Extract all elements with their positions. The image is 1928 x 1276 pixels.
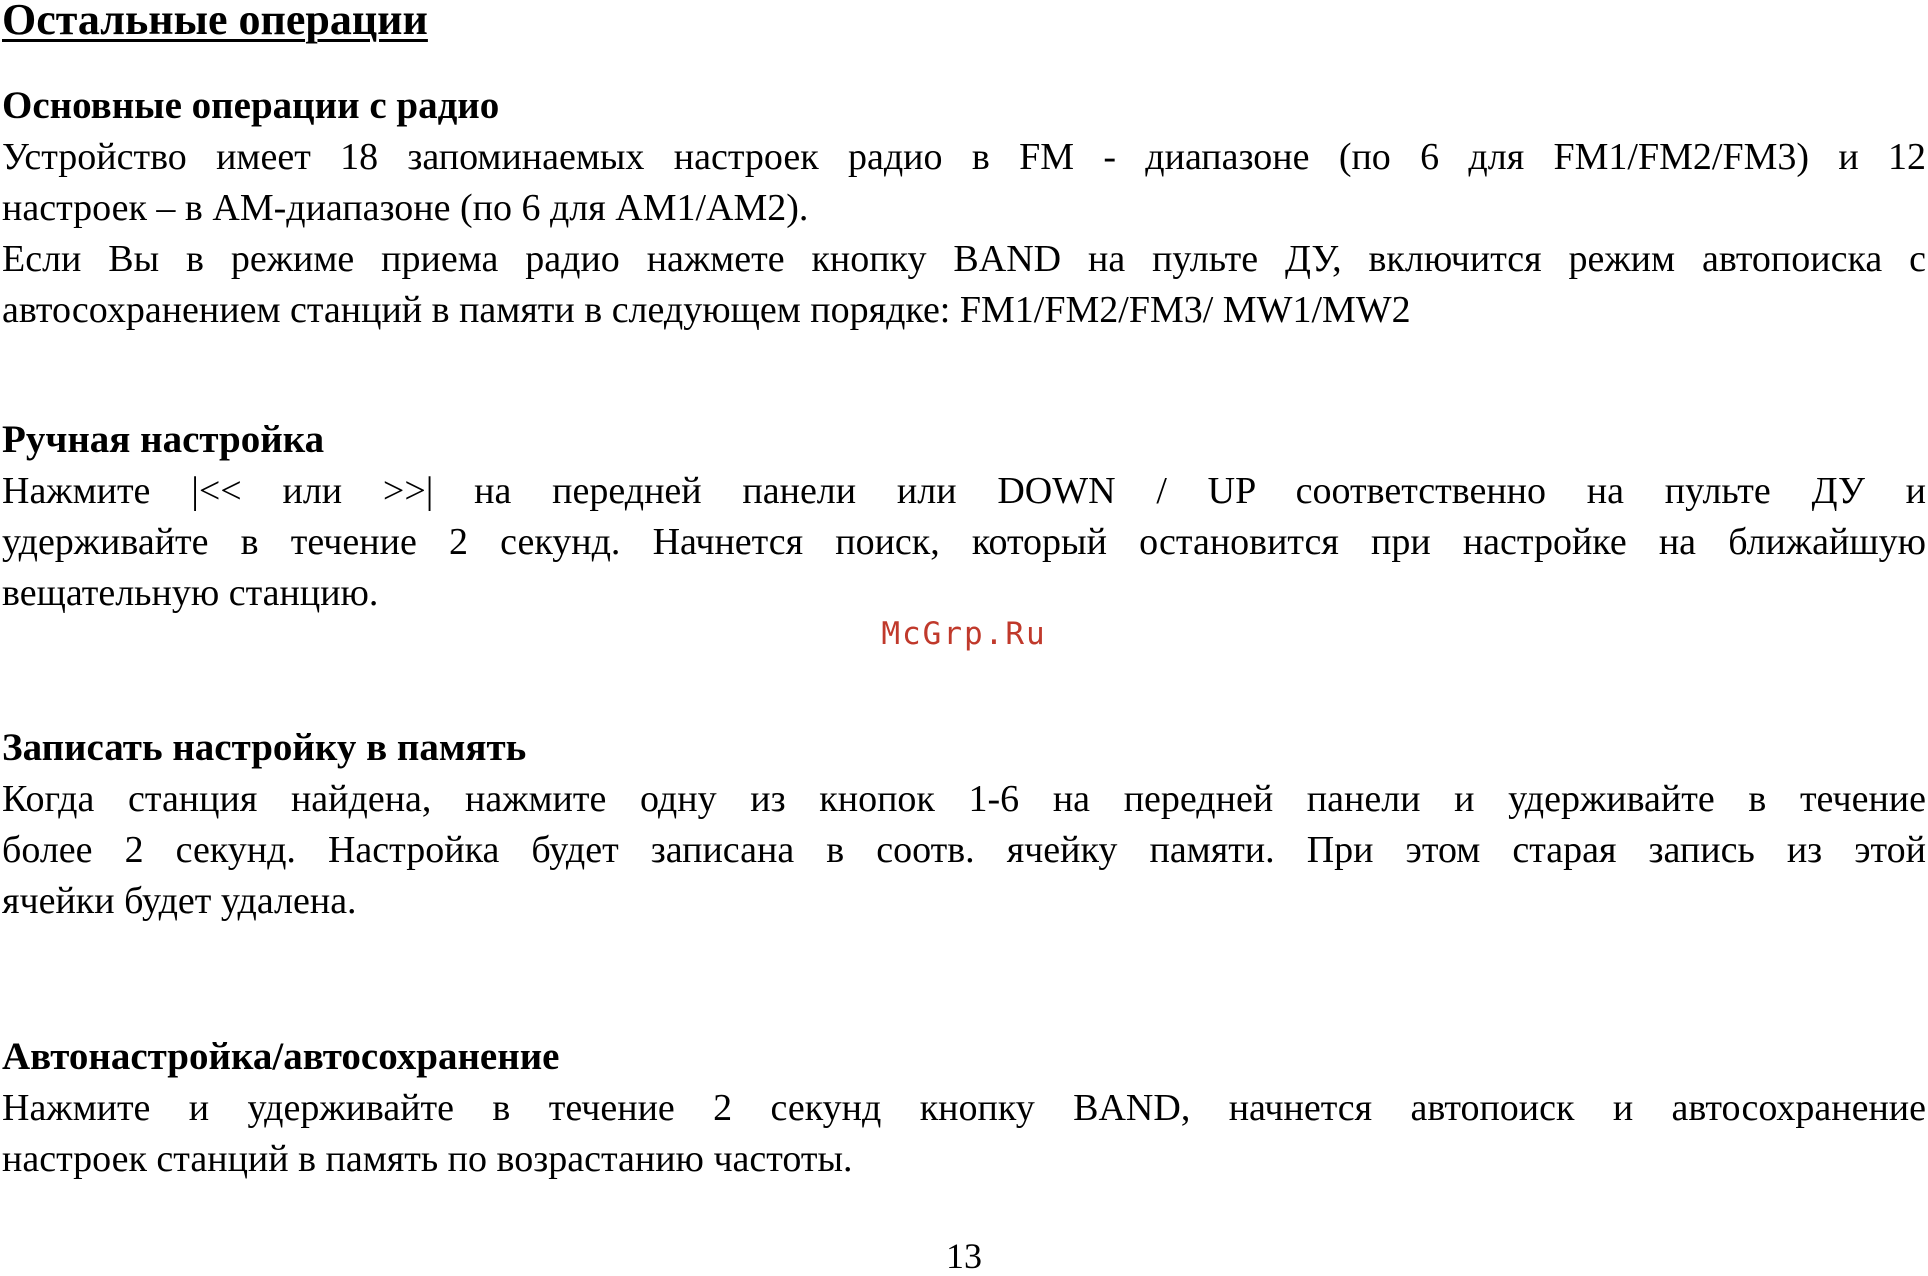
text-line: Когда станция найдена, нажмите одну из кнопок 1-6 на передней панели и удерживайте в течение <box>2 778 1926 820</box>
section-heading: Ручная настройка <box>2 418 325 461</box>
text-line: удерживайте в течение 2 секунд. Начнется поиск, который остановится при настройке на ближайшую <box>2 521 1926 563</box>
paragraph <box>2 774 1926 927</box>
text-line: более 2 секунд. Настройка будет записана в соотв. ячейку памяти. При этом старая запись из этой <box>2 829 1926 871</box>
text-line: вещательную станцию. <box>2 572 379 614</box>
paragraph <box>2 1083 1926 1185</box>
watermark-text: McGrp.Ru <box>881 616 1047 652</box>
section-heading: Автонастройка/автосохранение <box>2 1035 560 1078</box>
section-heading: Записать настройку в память <box>2 726 527 769</box>
paragraph <box>2 132 1926 234</box>
text-line: автосохранением станций в памяти в следующем порядке: FM1/FM2/FM3/ MW1/MW2 <box>2 289 1411 331</box>
section-auto-store <box>2 1031 1926 1185</box>
section-heading: Основные операции с радио <box>2 84 500 127</box>
text-line: Если Вы в режиме приема радио нажмете кнопку BAND на пульте ДУ, включится режим автопоиска с <box>2 238 1926 280</box>
text-line: Нажмите и удерживайте в течение 2 секунд кнопку BAND, начнется автопоиск и автосохранение <box>2 1087 1926 1129</box>
section-radio-basics <box>2 80 1926 336</box>
text-line: Нажмите |<< или >>| на передней панели или DOWN / UP соответственно на пульте ДУ и <box>2 470 1926 512</box>
paragraph <box>2 466 1926 619</box>
section-manual-tuning <box>2 414 1926 619</box>
section-save-preset <box>2 722 1926 927</box>
page-number: 13 <box>946 1236 982 1276</box>
text-line: настроек – в AM-диапазоне (по 6 для AM1/AM2). <box>2 187 809 229</box>
paragraph <box>2 234 1926 336</box>
page-title: Остальные операции <box>2 0 428 44</box>
text-line: ячейки будет удалена. <box>2 880 357 922</box>
text-line: Устройство имеет 18 запоминаемых настроек радио в FM - диапазоне (по 6 для FM1/FM2/FM3) и 12 <box>2 136 1926 178</box>
text-line: настроек станций в память по возрастанию частоты. <box>2 1138 853 1180</box>
